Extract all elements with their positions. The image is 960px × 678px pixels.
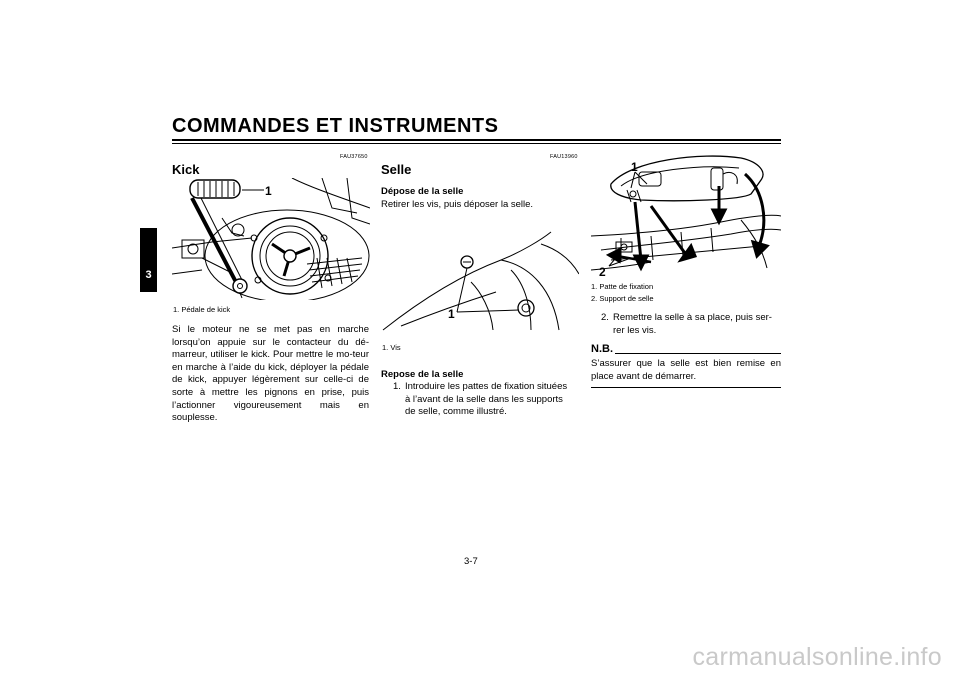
selle-code: FAU13960 <box>550 154 578 160</box>
chapter-tab <box>140 228 157 292</box>
step-1-line-2: à l’avant de la selle dans les supports <box>405 393 563 405</box>
step-1-line-1: Introduire les pattes de fixation situées <box>405 381 568 392</box>
nb-text: S’assurer que la selle est bien remise en place avant de démarrer. <box>591 358 781 382</box>
seat-installation-illustration <box>591 150 781 288</box>
watermark: carmanualsonline.info <box>692 643 942 671</box>
step-2-line-1: Remettre la selle à sa place, puis ser- <box>613 312 772 323</box>
nb-end-rule <box>591 387 781 388</box>
selle-illus-callout: 1 <box>448 307 455 321</box>
step-2-number: 2. <box>601 312 609 323</box>
nb-rule <box>615 353 781 354</box>
right-illus-callout-1: 1 <box>631 160 638 174</box>
kick-code: FAU37650 <box>340 154 368 160</box>
selle-caption: 1. Vis <box>382 343 401 352</box>
kick-illus-callout: 1 <box>265 184 272 198</box>
nb-label: N.B. <box>591 343 613 355</box>
right-illus-callout-2: 2 <box>599 265 606 279</box>
right-caption-1: 1. Patte de fixation <box>591 282 654 291</box>
depose-text: Retirer les vis, puis déposer la selle. <box>381 199 534 210</box>
step-1-line-3: de selle, comme illustré. <box>405 406 507 418</box>
repose-step-2 <box>601 312 783 340</box>
page-number: 3-7 <box>464 556 478 567</box>
repose-heading: Repose de la selle <box>381 369 464 380</box>
kick-body: Si le moteur ne se met pas en marche lorsqu’on appuie sur le contacteur du dé-marreur, utiliser le kick. Pour mettre le mo-teur en marche à l’aide du kick, déployer la pédale de kick, appuyer légèrement sur celle-ci de sorte à mettre les pignons en prise, puis l’actionner vigoureusement mais en souplesse. <box>172 324 369 424</box>
chapter-number: 3 <box>145 269 152 281</box>
page-title: COMMANDES ET INSTRUMENTS <box>172 115 499 137</box>
step-2-line-2: rer les vis. <box>613 324 657 336</box>
depose-heading: Dépose de la selle <box>381 186 464 197</box>
header-rule-thin <box>172 143 781 144</box>
kick-pedal-illustration <box>172 178 370 300</box>
repose-step-1 <box>393 381 583 421</box>
selle-heading: Selle <box>381 162 412 177</box>
kick-caption: 1. Pédale de kick <box>173 305 231 314</box>
header-rule-thick <box>172 139 781 141</box>
seat-screw-illustration <box>381 230 579 336</box>
kick-heading: Kick <box>172 162 200 177</box>
right-caption-2: 2. Support de selle <box>591 294 654 303</box>
step-1-number: 1. <box>393 381 401 392</box>
